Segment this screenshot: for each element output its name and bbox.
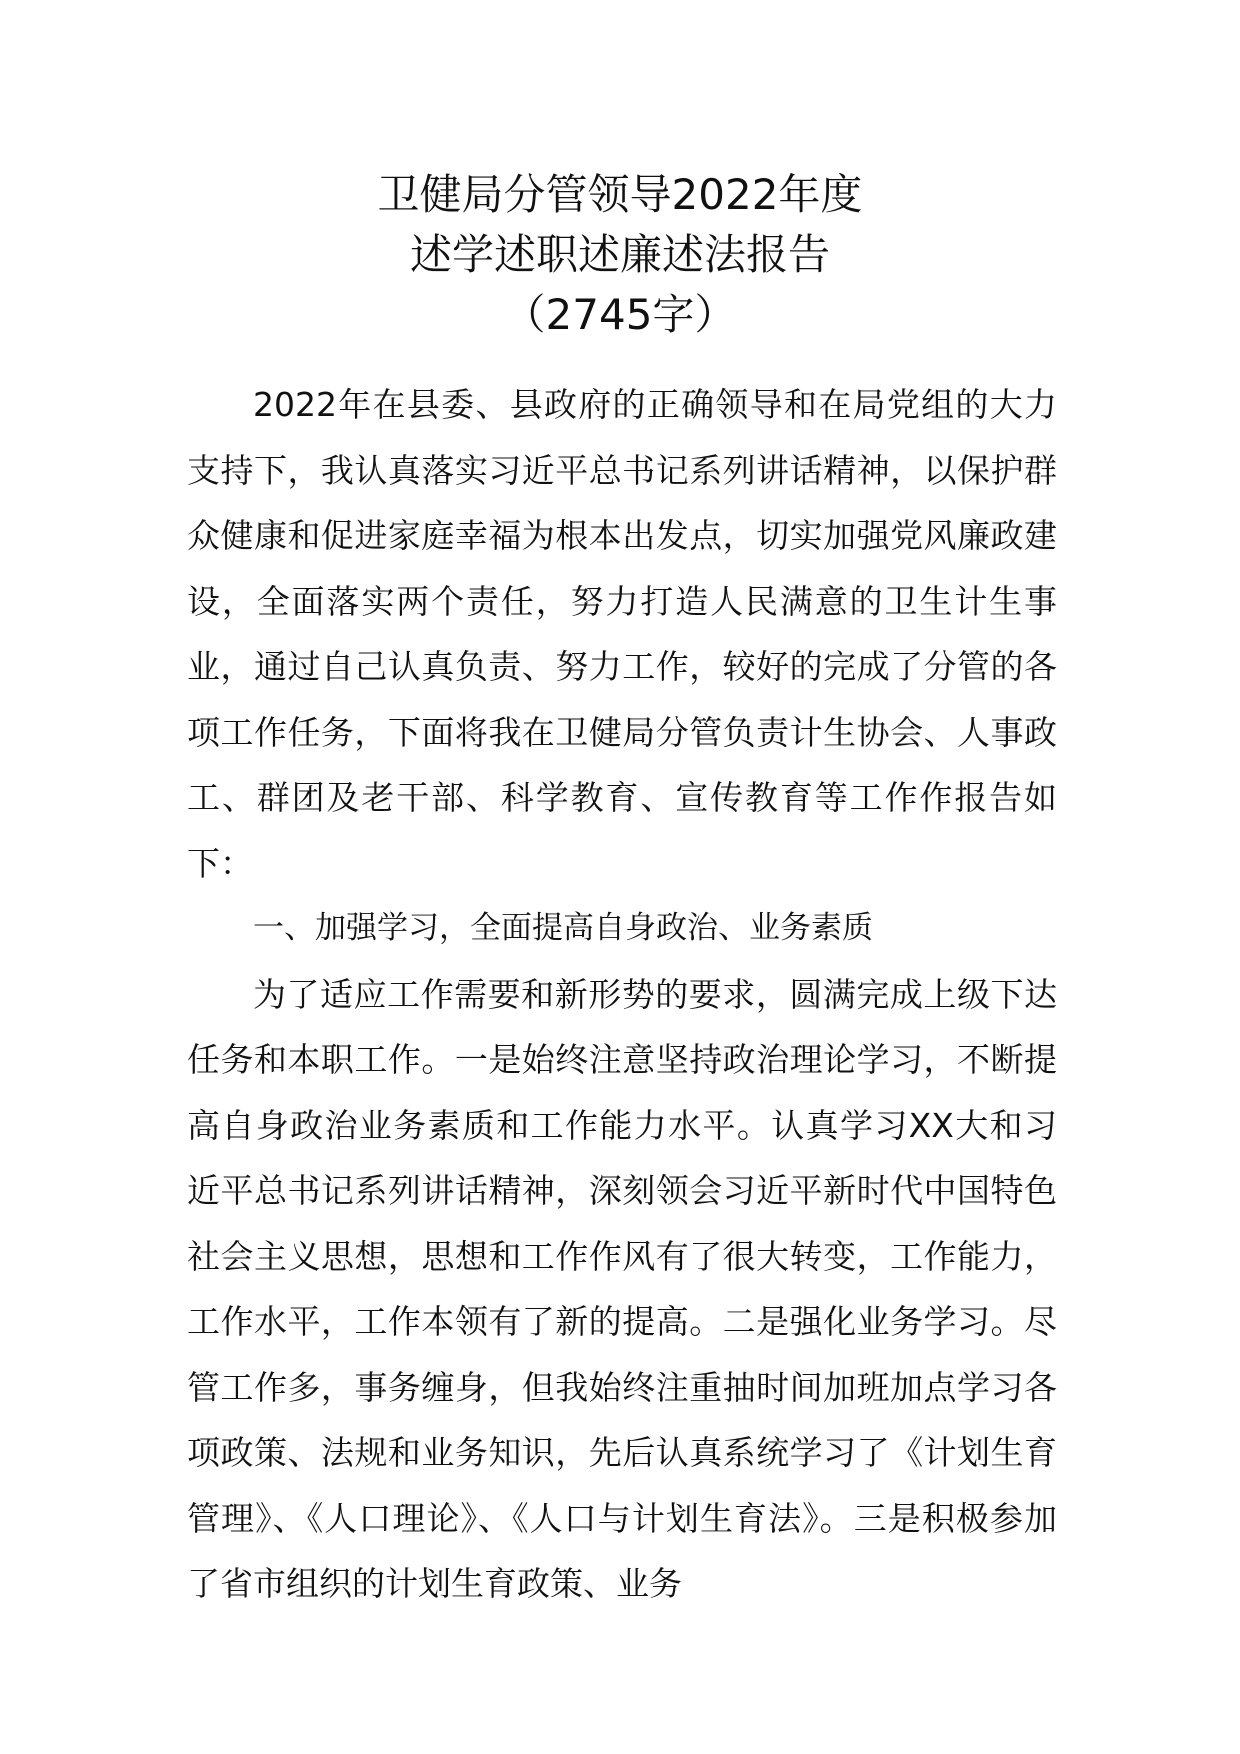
- document-title: [0, 165, 1240, 345]
- title-word-count: （2745字）: [503, 290, 737, 339]
- title-line-2: 述学述职述廉述法报告: [409, 230, 830, 279]
- intro-paragraph: 2022年在县委、县政府的正确领导和在局党组的大力支持下，我认真落实习近平总书记系列讲话精神，以保护群众健康和促进家庭幸福为根本出发点，切实加强党风廉政建设，全面落实两个责任，努力打造人民满意的卫生计生事业，通过自己认真负责、努力工作，较好的完成了分管的各项工作任务，下面将我在卫健局分管负责计生协会、人事政工、群团及老干部、科学教育、宣传教育等工作作报告如下：: [187, 385, 1057, 883]
- section-paragraph: 为了适应工作需要和新形势的要求，圆满完成上级下达任务和本职工作。一是始终注意坚持政治理论学习，不断提高自身政治业务素质和工作能力水平。认真学习XX大和习近平总书记系列讲话精神，深刻领会习近平新时代中国特色社会主义思想，思想和工作作风有了很大转变，工作能力，工作水平，工作本领有了新的提高。二是强化业务学习。尽管工作多，事务缠身，但我始终注重抽时间加班加点学习各项政策、法规和业务知识，先后认真系统学习了《计划生育管理》、《人口理论》、《人口与计划生育法》。三是积极参加了省市组织的计划生育政策、业务: [187, 974, 1057, 1603]
- section-heading: 一、加强学习，全面提高自身政治、业务素质: [253, 910, 873, 946]
- document-body: [187, 372, 1057, 1617]
- title-line-1: 卫健局分管领导2022年度: [377, 170, 863, 219]
